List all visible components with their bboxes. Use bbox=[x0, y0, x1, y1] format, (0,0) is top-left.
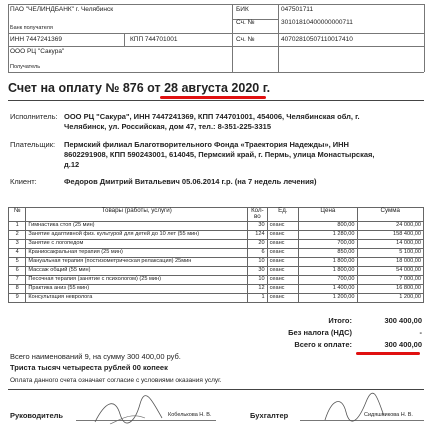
bik-value: 047501711 bbox=[281, 6, 314, 13]
row-name: Гимнастика стоп (25 мин) bbox=[26, 221, 248, 230]
table-row bbox=[9, 275, 424, 284]
total-label: Итого: bbox=[328, 316, 352, 325]
row-name: Краниосакральная терапия (25 мин) bbox=[26, 248, 248, 257]
row-price: 1 800,00 bbox=[299, 257, 357, 266]
row-number: 7 bbox=[9, 275, 26, 284]
row-number: 9 bbox=[9, 293, 26, 302]
table-row bbox=[9, 221, 424, 230]
row-name: Мануальная терапия (постизометрическая релаксация) 25мин bbox=[26, 257, 248, 266]
row-name: Консультация невролога bbox=[26, 293, 248, 302]
items-table bbox=[8, 207, 424, 303]
payer-line-1: Пермский филиал Благотворительного Фонда «Траектория Надежды», ИНН bbox=[64, 140, 349, 149]
row-price: 1 400,00 bbox=[299, 284, 357, 293]
kpp-field: КПП 744701001 bbox=[130, 36, 178, 43]
row-sum: 54 000,00 bbox=[357, 266, 424, 275]
row-qty: 1 bbox=[248, 293, 267, 302]
row-unit: сеанс bbox=[267, 221, 299, 230]
row-unit: сеанс bbox=[267, 230, 299, 239]
head-name: Кобелькова Н. В. bbox=[168, 412, 212, 418]
vat-value: - bbox=[419, 328, 422, 337]
invoice-title: Счет на оплату № 876 от 28 августа 2020 г. bbox=[8, 81, 271, 95]
total-value: 300 400,00 bbox=[384, 316, 422, 325]
row-qty: 10 bbox=[248, 275, 267, 284]
executor-line-2: Челябинск, ул. Российская, дом 47, тел.: 8-351-225-3315 bbox=[64, 122, 271, 131]
row-price: 1 280,00 bbox=[299, 230, 357, 239]
row-sum: 16 800,00 bbox=[357, 284, 424, 293]
row-sum: 7 000,00 bbox=[357, 275, 424, 284]
payer-label: Плательщик: bbox=[10, 140, 56, 149]
row-sum: 5 100,00 bbox=[357, 248, 424, 257]
row-unit: сеанс bbox=[267, 275, 299, 284]
accountant-signature bbox=[320, 392, 390, 428]
bank-name: ПАО "ЧЕЛИНДБАНК" г. Челябинск bbox=[10, 6, 114, 13]
row-unit: сеанс bbox=[267, 257, 299, 266]
items-count-line: Всего наименований 9, на сумму 300 400,00 руб. bbox=[10, 352, 181, 361]
table-row bbox=[9, 293, 424, 302]
row-qty: 124 bbox=[248, 230, 267, 239]
col-qty: Кол-во bbox=[248, 208, 267, 222]
row-number: 4 bbox=[9, 248, 26, 257]
table-row bbox=[9, 266, 424, 275]
row-price: 800,00 bbox=[299, 221, 357, 230]
table-row bbox=[9, 230, 424, 239]
row-sum: 14 000,00 bbox=[357, 239, 424, 248]
amount-in-words: Триста тысяч четыреста рублей 00 копеек bbox=[10, 363, 168, 372]
row-price: 1 200,00 bbox=[299, 293, 357, 302]
head-label: Руководитель bbox=[10, 411, 63, 420]
accountant-label: Бухгалтер bbox=[250, 411, 289, 420]
vat-label: Без налога (НДС) bbox=[288, 328, 352, 337]
row-qty: 10 bbox=[248, 257, 267, 266]
title-divider bbox=[8, 100, 424, 101]
terms-line: Оплата данного счета означает согласие с условиями оказания услуг. bbox=[10, 377, 222, 384]
row-qty: 30 bbox=[248, 266, 267, 275]
corr-account-label: Сч. № bbox=[236, 19, 255, 26]
account-value: 40702810507110017410 bbox=[281, 36, 353, 43]
row-qty: 30 bbox=[248, 221, 267, 230]
col-unit: Ед. bbox=[267, 208, 299, 222]
payer-line-2: 8602291908, КПП 590243001, 614045, Пермский край, г. Пермь, улица Монастырская, bbox=[64, 150, 375, 159]
row-unit: сеанс bbox=[267, 239, 299, 248]
row-unit: сеанс bbox=[267, 293, 299, 302]
table-row bbox=[9, 284, 424, 293]
client-label: Клиент: bbox=[10, 177, 37, 186]
row-number: 3 bbox=[9, 239, 26, 248]
bank-label: Банк получателя bbox=[10, 25, 53, 31]
row-price: 850,00 bbox=[299, 248, 357, 257]
recipient-label: Получатель bbox=[10, 64, 41, 70]
underline-mark bbox=[356, 352, 420, 355]
row-sum: 1 200,00 bbox=[357, 293, 424, 302]
row-sum: 24 000,00 bbox=[357, 221, 424, 230]
row-number: 6 bbox=[9, 266, 26, 275]
table-row bbox=[9, 239, 424, 248]
executor-label: Исполнитель: bbox=[10, 112, 58, 121]
row-name: Занятие с логопедом bbox=[26, 239, 248, 248]
row-qty: 20 bbox=[248, 239, 267, 248]
row-number: 1 bbox=[9, 221, 26, 230]
client-value: Федоров Дмитрий Витальевич 05.06.2014 г.р. (на 7 недель лечения) bbox=[64, 177, 317, 186]
row-price: 700,00 bbox=[299, 275, 357, 284]
row-qty: 12 bbox=[248, 284, 267, 293]
row-qty: 6 bbox=[248, 248, 267, 257]
col-price: Цена bbox=[299, 208, 357, 222]
recipient-name: ООО РЦ "Сакура" bbox=[10, 48, 65, 55]
table-row bbox=[9, 248, 424, 257]
col-sum: Сумма bbox=[357, 208, 424, 222]
row-name: Занятие адаптивной физ. культурой для детей до 10 лет (55 мин) bbox=[26, 230, 248, 239]
row-price: 1 800,00 bbox=[299, 266, 357, 275]
row-price: 700,00 bbox=[299, 239, 357, 248]
account-label: Сч. № bbox=[236, 36, 255, 43]
payer-line-3: д.12 bbox=[64, 160, 80, 169]
underline-mark bbox=[160, 96, 266, 99]
pay-label: Всего к оплате: bbox=[294, 340, 352, 349]
executor-line-1: ООО РЦ "Сакура", ИНН 7447241369, КПП 744701001, 454006, Челябинская обл, г. bbox=[64, 112, 360, 121]
row-unit: сеанс bbox=[267, 266, 299, 275]
row-name: Практика аниз (55 мин) bbox=[26, 284, 248, 293]
corr-account-value: 30101810400000000711 bbox=[281, 19, 353, 26]
inn-field: ИНН 7447241369 bbox=[10, 36, 63, 43]
row-number: 5 bbox=[9, 257, 26, 266]
table-row bbox=[9, 257, 424, 266]
row-name: Песочная терапия (занятие с психологом) (25 мин) bbox=[26, 275, 248, 284]
accountant-name: Сидяшникова Н. В. bbox=[364, 412, 413, 418]
row-name: Массаж общий (55 мин) bbox=[26, 266, 248, 275]
row-unit: сеанс bbox=[267, 248, 299, 257]
head-signature bbox=[90, 392, 170, 428]
pay-value: 300 400,00 bbox=[384, 340, 422, 349]
col-goods: Товары (работы, услуги) bbox=[26, 208, 248, 222]
bik-label: БИК bbox=[236, 6, 249, 13]
row-unit: сеанс bbox=[267, 284, 299, 293]
row-sum: 158 400,00 bbox=[357, 230, 424, 239]
row-number: 8 bbox=[9, 284, 26, 293]
row-number: 2 bbox=[9, 230, 26, 239]
summary-divider bbox=[8, 389, 424, 390]
table-header-row bbox=[9, 208, 424, 222]
col-number: № bbox=[9, 208, 26, 222]
row-sum: 18 000,00 bbox=[357, 257, 424, 266]
